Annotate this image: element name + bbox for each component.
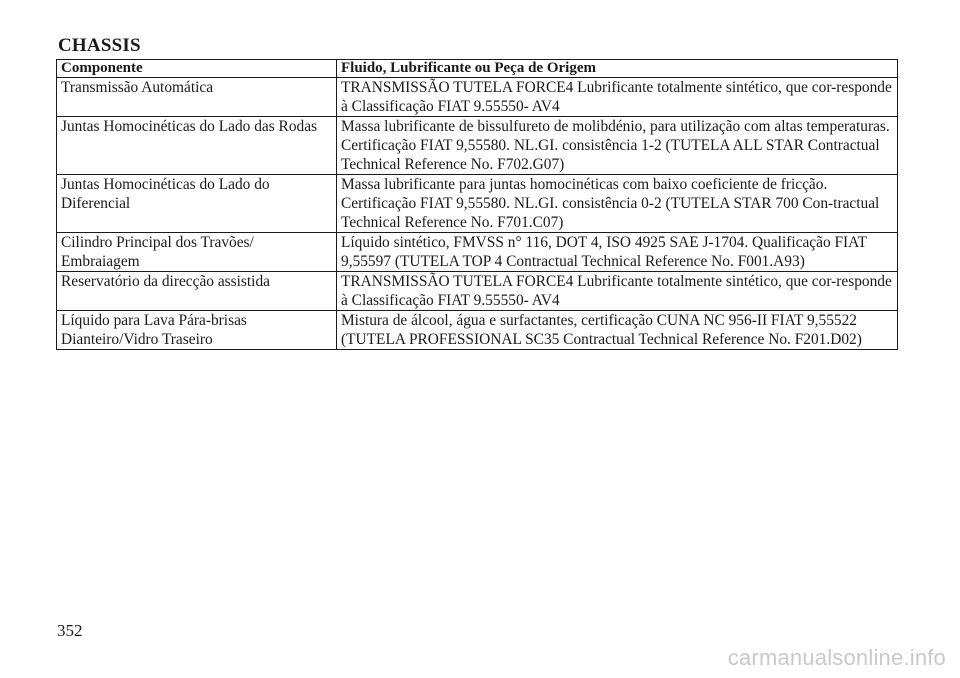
- fluid-cell: Massa lubrificante para juntas homocinéticas com baixo coeficiente de fricção. Certificação FIAT 9,55580. NL.GI. consistência 0-2 (TUTELA STAR 700 Con-tractual Technical Reference No. F701.C07): [337, 175, 898, 233]
- column-header-component: Componente: [57, 60, 337, 78]
- component-cell: Juntas Homocinéticas do Lado das Rodas: [57, 117, 337, 175]
- component-cell: Reservatório da direcção assistida: [57, 272, 337, 311]
- table-row: [57, 311, 898, 350]
- fluids-table: [56, 59, 898, 350]
- table-row: [57, 78, 898, 117]
- fluid-cell: Massa lubrificante de bissulfureto de molibdénio, para utilização com altas temperaturas. Certificação FIAT 9,55580. NL.GI. consistência 1-2 (TUTELA ALL STAR Contractual Technical Reference No. F702.G07): [337, 117, 898, 175]
- fluid-cell: TRANSMISSÃO TUTELA FORCE4 Lubrificante totalmente sintético, que cor-responde à Classificação FIAT 9.55550- AV4: [337, 272, 898, 311]
- fluid-cell: TRANSMISSÃO TUTELA FORCE4 Lubrificante totalmente sintético, que cor-responde à Classificação FIAT 9.55550- AV4: [337, 78, 898, 117]
- component-cell: Cilindro Principal dos Travões/ Embraiagem: [57, 233, 337, 272]
- component-cell: Líquido para Lava Pára-brisas Dianteiro/Vidro Traseiro: [57, 311, 337, 350]
- table-row: [57, 233, 898, 272]
- page-number: 352: [57, 621, 83, 640]
- table-header-row: [57, 60, 898, 78]
- component-cell: Juntas Homocinéticas do Lado do Diferencial: [57, 175, 337, 233]
- table-row: [57, 175, 898, 233]
- section-title: CHASSIS: [58, 35, 141, 56]
- fluid-cell: Líquido sintético, FMVSS n° 116, DOT 4, ISO 4925 SAE J-1704. Qualificação FIAT 9,55597 (TUTELA TOP 4 Contractual Technical Reference No. F001.A93): [337, 233, 898, 272]
- component-cell: Transmissão Automática: [57, 78, 337, 117]
- fluid-cell: Mistura de álcool, água e surfactantes, certificação CUNA NC 956-II FIAT 9,55522 (TUTELA PROFESSIONAL SC35 Contractual Technical Reference No. F201.D02): [337, 311, 898, 350]
- table-row: [57, 272, 898, 311]
- column-header-fluid: Fluido, Lubrificante ou Peça de Origem: [337, 60, 898, 78]
- table-row: [57, 117, 898, 175]
- watermark: carmanualsonline.info: [727, 645, 946, 670]
